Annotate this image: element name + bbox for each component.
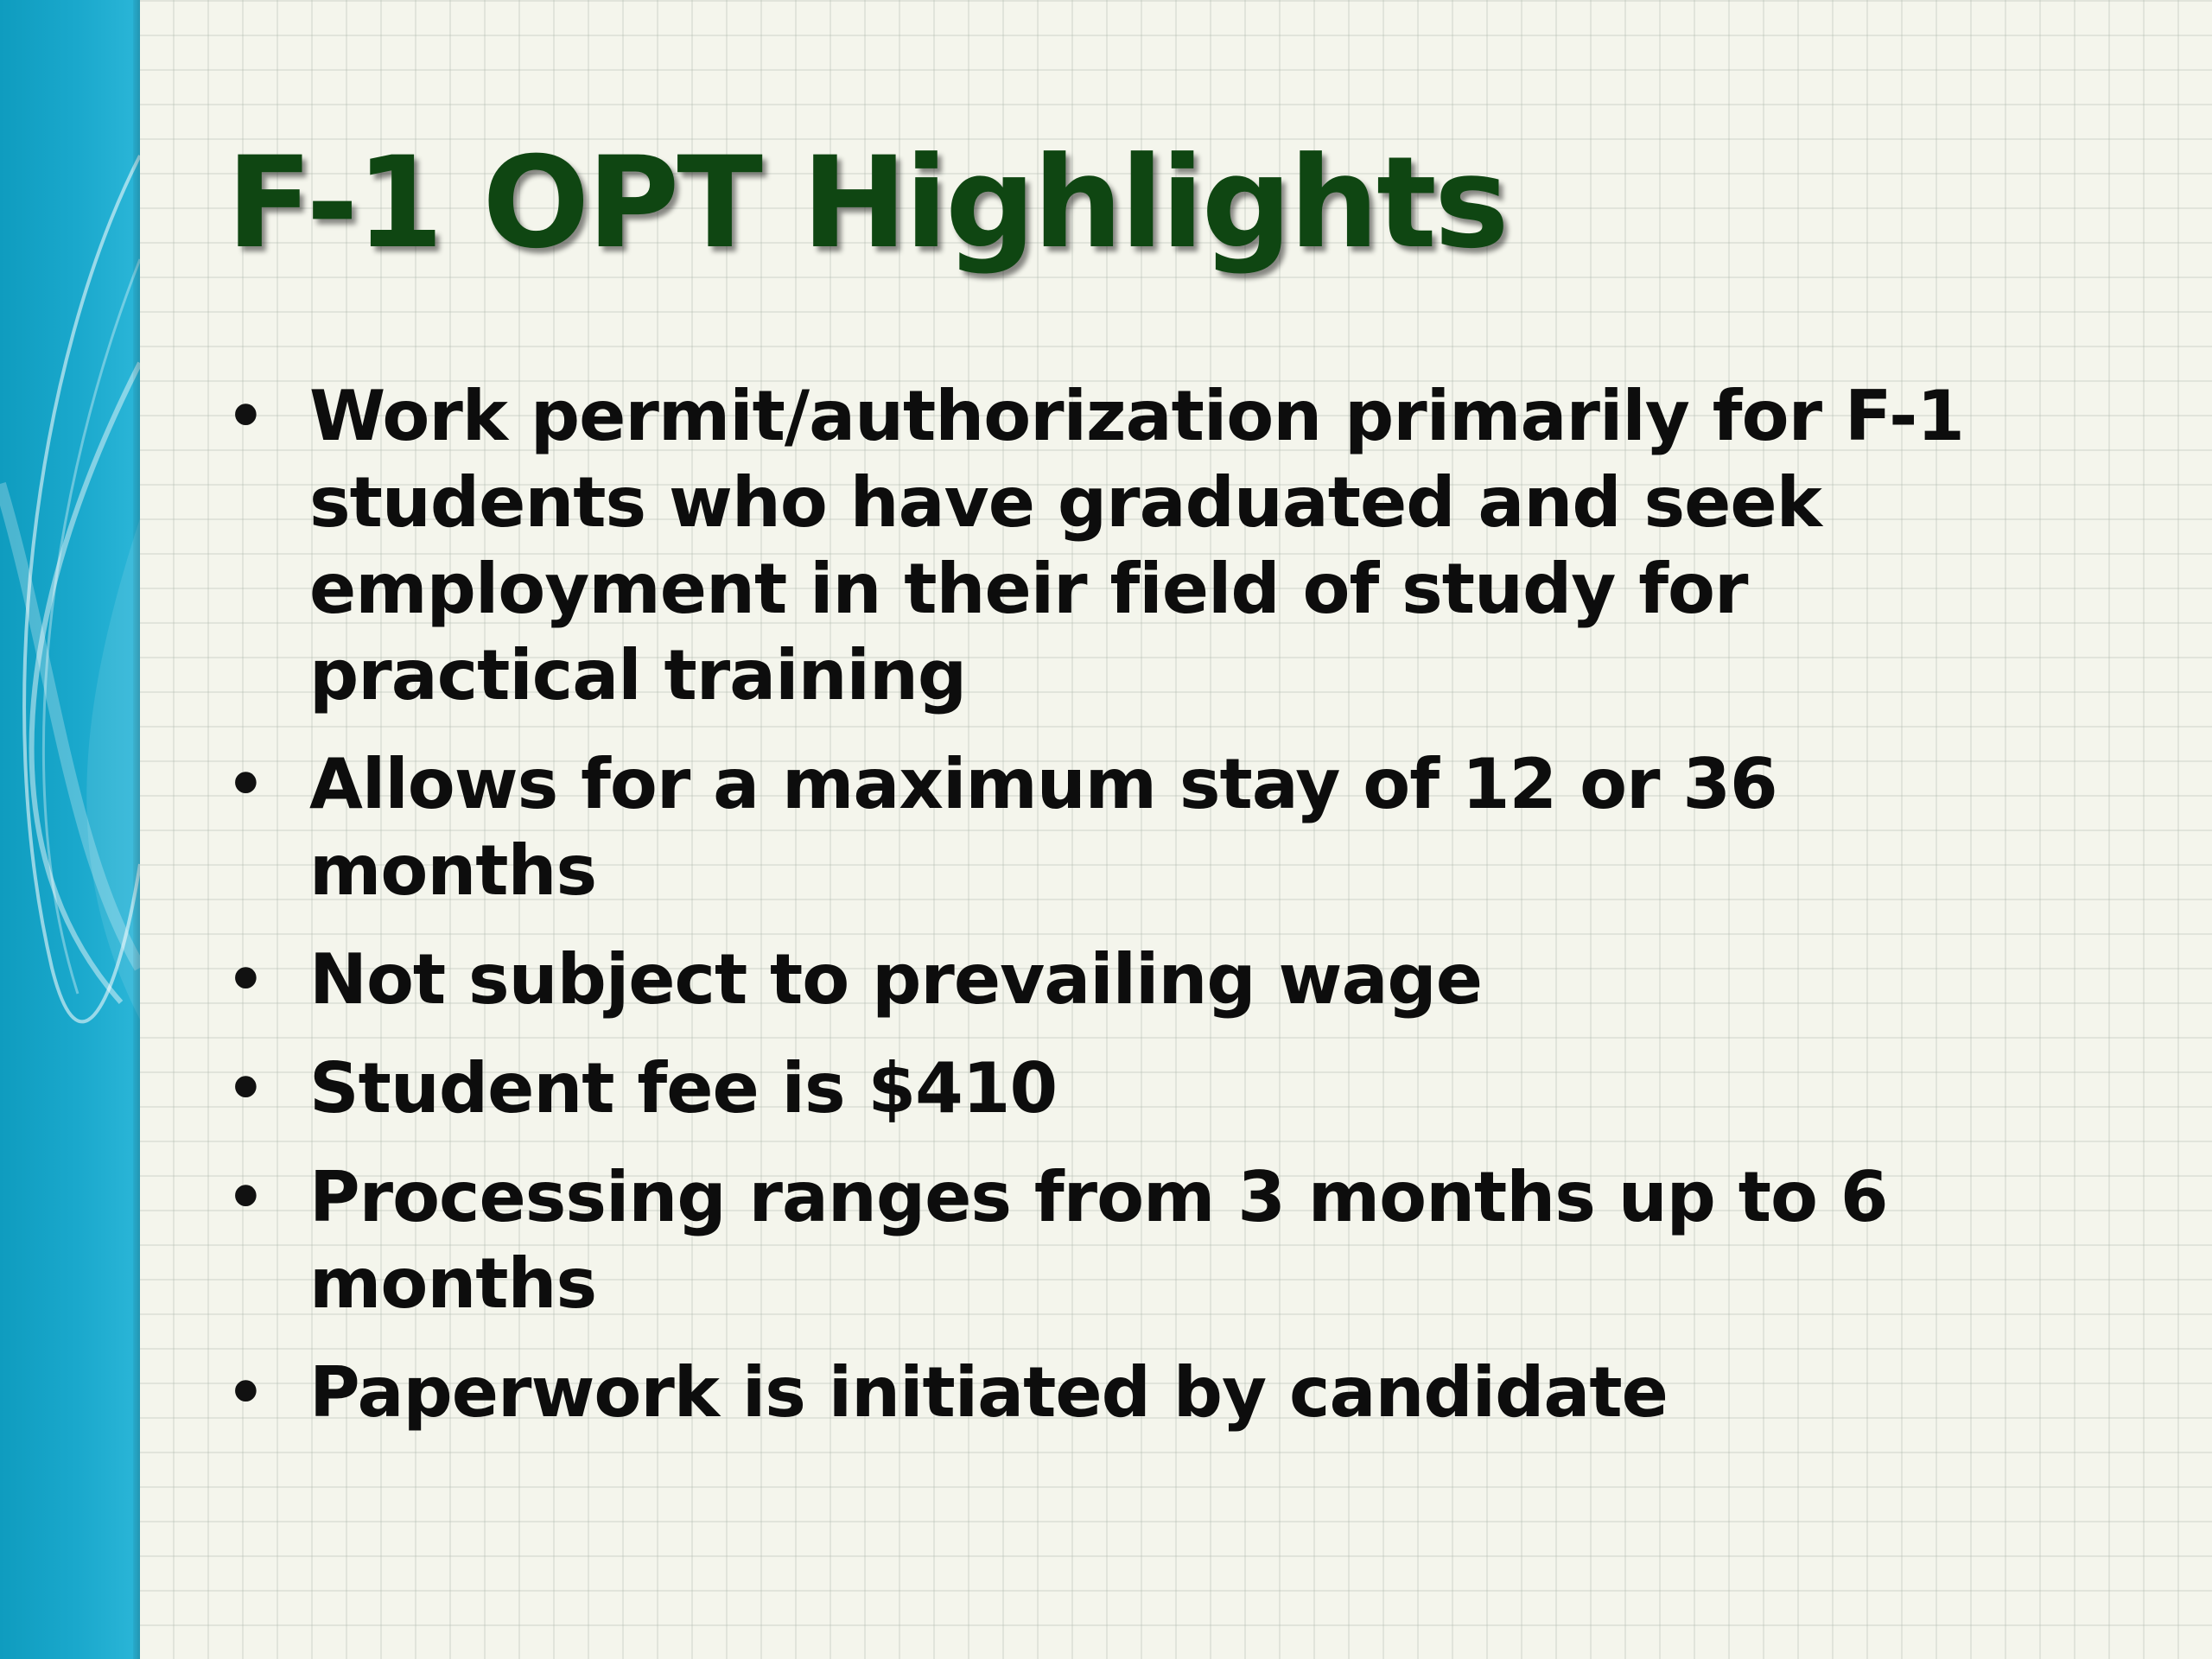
bullet-icon: •: [226, 749, 265, 820]
bullet-text: Work permit/authorization primarily for F-1 students who have graduated and seek employment in their field of study for practical training: [309, 376, 1964, 715]
bullet-icon: •: [226, 381, 265, 452]
bullet-text: Not subject to prevailing wage: [309, 939, 1482, 1020]
sidebar-decoration: [0, 0, 140, 1659]
bullet-text: Paperwork is initiated by candidate: [309, 1352, 1668, 1433]
bullet-icon: •: [226, 1357, 265, 1428]
list-item: [226, 1046, 2024, 1132]
list-item: [226, 1350, 2024, 1436]
list-item: [226, 373, 2024, 719]
swoosh-curves-icon: [0, 0, 140, 1659]
list-item: [226, 937, 2024, 1023]
list-item: [226, 741, 2024, 914]
bullet-text: Allows for a maximum stay of 12 or 36 months: [309, 744, 1777, 911]
bullet-list: [226, 373, 2024, 1459]
list-item: [226, 1154, 2024, 1327]
bullet-icon: •: [226, 944, 265, 1015]
bullet-icon: •: [226, 1162, 265, 1233]
slide-title: F-1 OPT Highlights: [226, 130, 1507, 276]
bullet-text: Student fee is $410: [309, 1048, 1058, 1128]
bullet-icon: •: [226, 1053, 265, 1124]
bullet-text: Processing ranges from 3 months up to 6 months: [309, 1157, 1888, 1324]
